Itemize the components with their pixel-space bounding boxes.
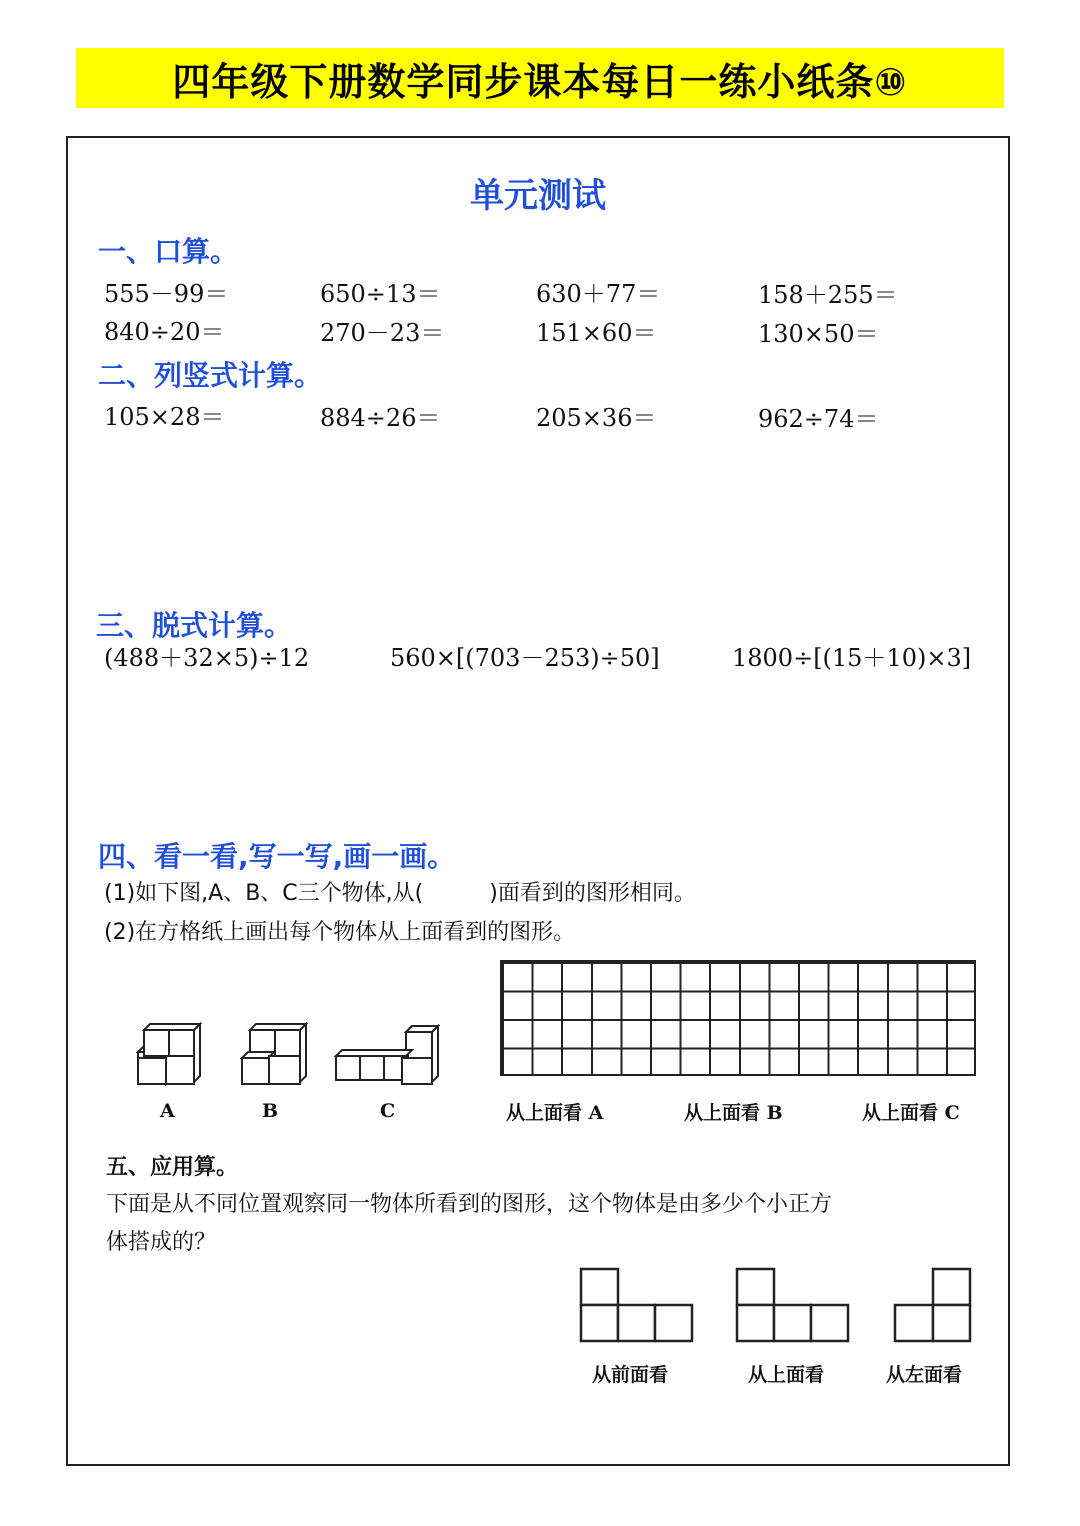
oral-problem: 650÷13＝ [320,280,441,308]
vertical-problem: 884÷26＝ [320,404,441,432]
section1-heading: 一、口算。 [98,235,239,268]
vertical-problem: 205×36＝ [536,404,657,432]
section2-heading: 二、列竖式计算。 [98,359,323,392]
oral-problem: 840÷20＝ [104,318,225,346]
vertical-problem: 962÷74＝ [758,405,879,433]
section3-heading: 三、脱式计算。 [96,609,293,642]
cube-object-c [334,1024,444,1092]
view-label-front: 从前面看 [592,1364,669,1386]
section4-heading: 四、看一看,写一写,画一画。 [98,840,456,873]
grid-label-c: 从上面看 C [862,1102,960,1124]
page-banner [76,48,1004,108]
object-label-c: C [380,1100,396,1122]
grid-label-a: 从上面看 A [506,1102,604,1124]
drawing-grid[interactable] [500,960,976,1076]
oral-problem: 270－23＝ [320,319,445,347]
grid-label-b: 从上面看 B [684,1102,783,1124]
section4-question1: (1)如下图,A、B、C三个物体,从( )面看到的图形相同。 [104,881,696,906]
oral-problem: 151×60＝ [536,319,657,347]
worksheet-title: 单元测试 [470,176,606,216]
section4-question2: (2)在方格纸上画出每个物体从上面看到的图形。 [104,920,576,945]
oral-problem: 158＋255＝ [758,281,898,309]
object-label-b: B [262,1100,279,1122]
worksheet [66,136,1010,1466]
section5-heading: 五、应用算。 [106,1155,239,1180]
view-label-top: 从上面看 [748,1364,825,1386]
section5-question-line2: 体搭成的？ [106,1230,217,1255]
banner-title: 四年级下册数学同步课本每日一练小纸条⑩ [172,59,908,104]
view-label-left: 从左面看 [886,1364,963,1386]
top-view-figure [736,1268,850,1342]
left-view-figure [894,1268,972,1342]
object-label-a: A [160,1100,175,1122]
cube-object-b [238,1024,314,1092]
front-view-figure [580,1268,694,1342]
oral-problem: 555－99＝ [104,280,229,308]
stepwise-problem: 1800÷[(15＋10)×3] [732,644,972,672]
stepwise-problem: 560×[(703－253)÷50] [390,644,660,672]
section5-question-line1: 下面是从不同位置观察同一物体所看到的图形，这个物体是由多少个小正方 [106,1192,833,1217]
oral-problem: 130×50＝ [758,320,879,348]
vertical-problem: 105×28＝ [104,403,225,431]
oral-problem: 630＋77＝ [536,280,661,308]
stepwise-problem: (488＋32×5)÷12 [104,644,310,672]
cube-object-a [132,1024,208,1092]
